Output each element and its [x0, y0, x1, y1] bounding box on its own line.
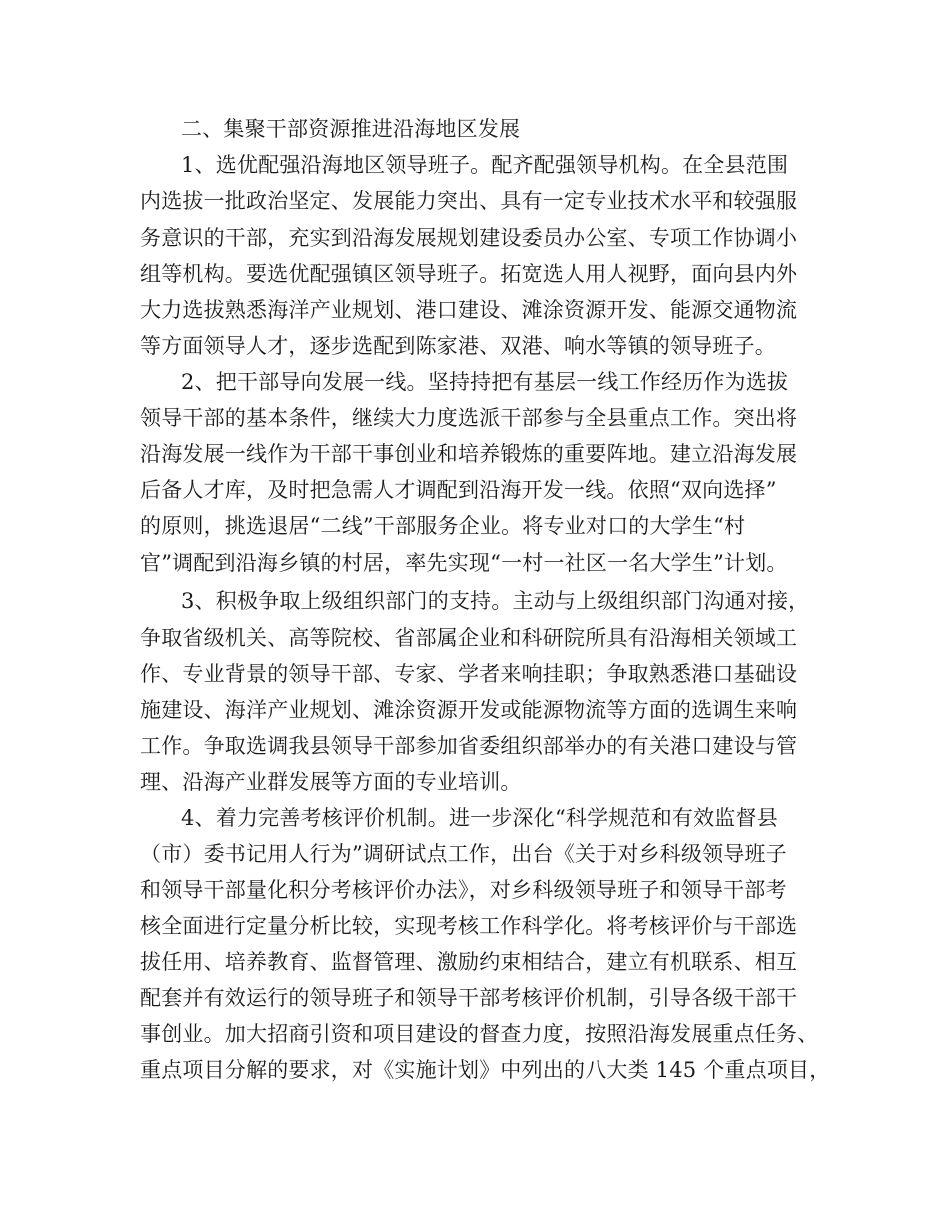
paragraph-4-line: 4、着力完善考核评价机制。进一步深化“科学规范和有效监督县 — [181, 806, 778, 830]
paragraph-1-line: 1、选优配强沿海地区领导班子。配齐配强领导机构。在全县范围 — [181, 153, 789, 177]
paragraph-4-line: 核全面进行定量分析比较，实现考核工作科学化。将考核评价与干部选 — [140, 914, 798, 938]
paragraph-2-line: 官”调配到沿海乡镇的村居，率先实现“一村一社区一名大学生”计划。 — [140, 551, 788, 575]
paragraph-3-line: 3、积极争取上级组织部门的支持。主动与上级组织部门沟通对接， — [181, 589, 810, 613]
paragraph-4-line: 事创业。加大招商引资和项目建设的督查力度，按照沿海发展重点任务、 — [140, 1022, 819, 1046]
paragraph-1-line: 等方面领导人才，逐步选配到陈家港、双港、响水等镇的领导班子。 — [140, 334, 776, 358]
paragraph-3-line: 施建设、海洋产业规划、滩涂资源开发或能源物流等方面的选调生来响 — [140, 698, 798, 722]
paragraph-2-line: 沿海发展一线作为干部干事创业和培养锻炼的重要阵地。建立沿海发展 — [140, 442, 798, 466]
paragraph-3-line: 理、沿海产业群发展等方面的专业培训。 — [140, 770, 522, 794]
paragraph-2-line: 后备人才库，及时把急需人才调配到沿海开发一线。依照“双向选择” — [140, 478, 777, 502]
paragraph-3-line: 工作。争取选调我县领导干部参加省委组织部举办的有关港口建设与管 — [140, 734, 798, 758]
paragraph-3-line: 争取省级机关、高等院校、省部属企业和科研院所具有沿海相关领域工 — [140, 626, 798, 650]
paragraph-2-line: 领导干部的基本条件，继续大力度选派干部参与全县重点工作。突出将 — [140, 406, 798, 430]
paragraph-3-line: 作、专业背景的领导干部、专家、学者来响挂职；争取熟悉港口基础设 — [140, 662, 798, 686]
paragraph-1-line: 组等机构。要选优配强镇区领导班子。拓宽选人用人视野，面向县内外 — [140, 262, 798, 286]
paragraph-2-line: 的原则，挑选退居“二线”干部服务企业。将专业对口的大学生“村 — [140, 514, 746, 538]
paragraph-4-line: 拔任用、培养教育、监督管理、激励约束相结合，建立有机联系、相互 — [140, 950, 798, 974]
paragraph-1-line: 大力选拔熟悉海洋产业规划、港口建设、滩涂资源开发、能源交通物流 — [140, 298, 798, 322]
paragraph-4-line: 配套并有效运行的领导班子和领导干部考核评价机制，引导各级干部干 — [140, 986, 798, 1010]
paragraph-4-line: 和领导干部量化积分考核评价办法》，对乡科级领导班子和领导干部考 — [140, 878, 787, 902]
paragraph-2-line: 2、把干部导向发展一线。坚持持把有基层一线工作经历作为选拔 — [181, 370, 789, 394]
paragraph-1-line: 务意识的干部，充实到沿海发展规划建设委员办公室、专项工作协调小 — [140, 226, 798, 250]
paragraph-4-line: （市）委书记用人行为”调研试点工作，出台《关于对乡科级领导班子 — [140, 842, 787, 866]
paragraph-4-line: 重点项目分解的要求，对《实施计划》中列出的八大类 145 个重点项目， — [140, 1058, 831, 1082]
paragraph-1-line: 内选拔一批政治坚定、发展能力突出、具有一定专业技术水平和较强服 — [140, 189, 798, 213]
section-heading: 二、集聚干部资源推进沿海地区发展 — [181, 117, 521, 141]
